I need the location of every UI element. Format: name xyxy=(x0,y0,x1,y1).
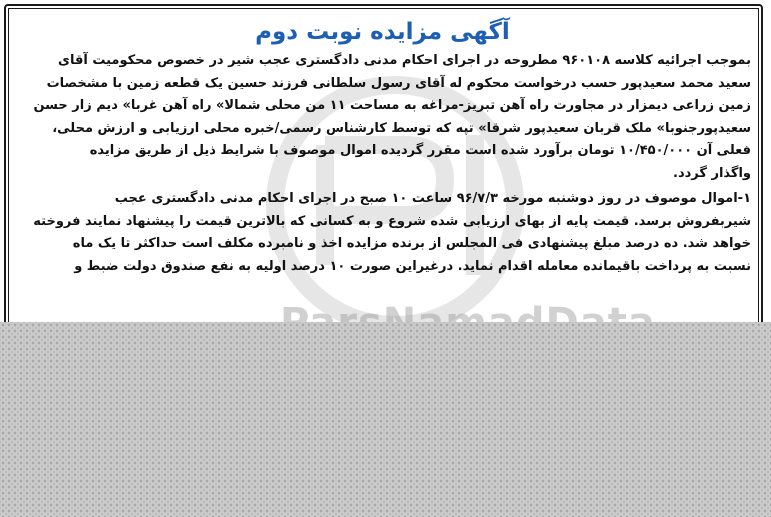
notice-title: آگهی مزایده نوبت دوم xyxy=(255,19,510,45)
paragraph-line: ۱-اموال موصوف در روز دوشنبه مورخه ۹۶/۷/۳ ساعت ۱۰ صبح در اجرای احکام مدنی دادگستری عجب xyxy=(114,191,751,206)
notice-paragraph-1 xyxy=(12,50,753,185)
paragraph-line: بموجب اجرائیه کلاسه ۹۶۰۱۰۸ مطروحه در اجرای احکام مدنی دادگستری عجب شیر در خصوص محکومیت آقای xyxy=(58,53,751,68)
notice-content xyxy=(12,16,753,278)
paragraph-line: شیربفروش برسد. قیمت پایه از بهای ارزیابی شده شروع و به کسانی که بالاترین قیمت را پیشنهاد نمایند فروخته xyxy=(33,213,751,229)
paragraph-line: نسبت به پرداخت باقیمانده معامله اقدام نماید. درغیراین صورت ۱۰ درصد اولیه به نفع صندوق دولت ضبط و xyxy=(74,258,751,274)
redacted-blur-region xyxy=(0,322,771,517)
paragraph-line: زمین زراعی دیمزار در مجاورت راه آهن تبریز-مراغه به مساحت ۱۱ من محلی شمالا» راه آهن غربا» دیم زار حسن xyxy=(33,98,751,113)
paragraph-line: خواهد شد. ده درصد مبلغ پیشنهادی فی المجلس از برنده مزایده اخذ و نامبرده مکلف است حداکثر تا یک ماه xyxy=(72,236,751,251)
paragraph-line: فعلی آن ۱۰/۴۵۰/۰۰۰ تومان برآورد شده است مقرر گردیده اموال موصوف با شرایط ذیل از طریق مزایده xyxy=(89,143,751,158)
paragraph-line: سعیدپورجنوبا» ملک قربان سعیدپور شرقا» تپه که توسط کارشناس رسمی/خبره محلی ارزیابی و ارزش محلی، xyxy=(52,120,751,136)
paragraph-line: سعید محمد سعیدپور حسب درخواست محکوم له آقای رسول سلطانی فرزند حسین یک قطعه زمین با مشخصات xyxy=(46,75,751,91)
notice-paragraph-2 xyxy=(12,188,753,278)
paragraph-line: واگذار گردد. xyxy=(673,165,751,181)
